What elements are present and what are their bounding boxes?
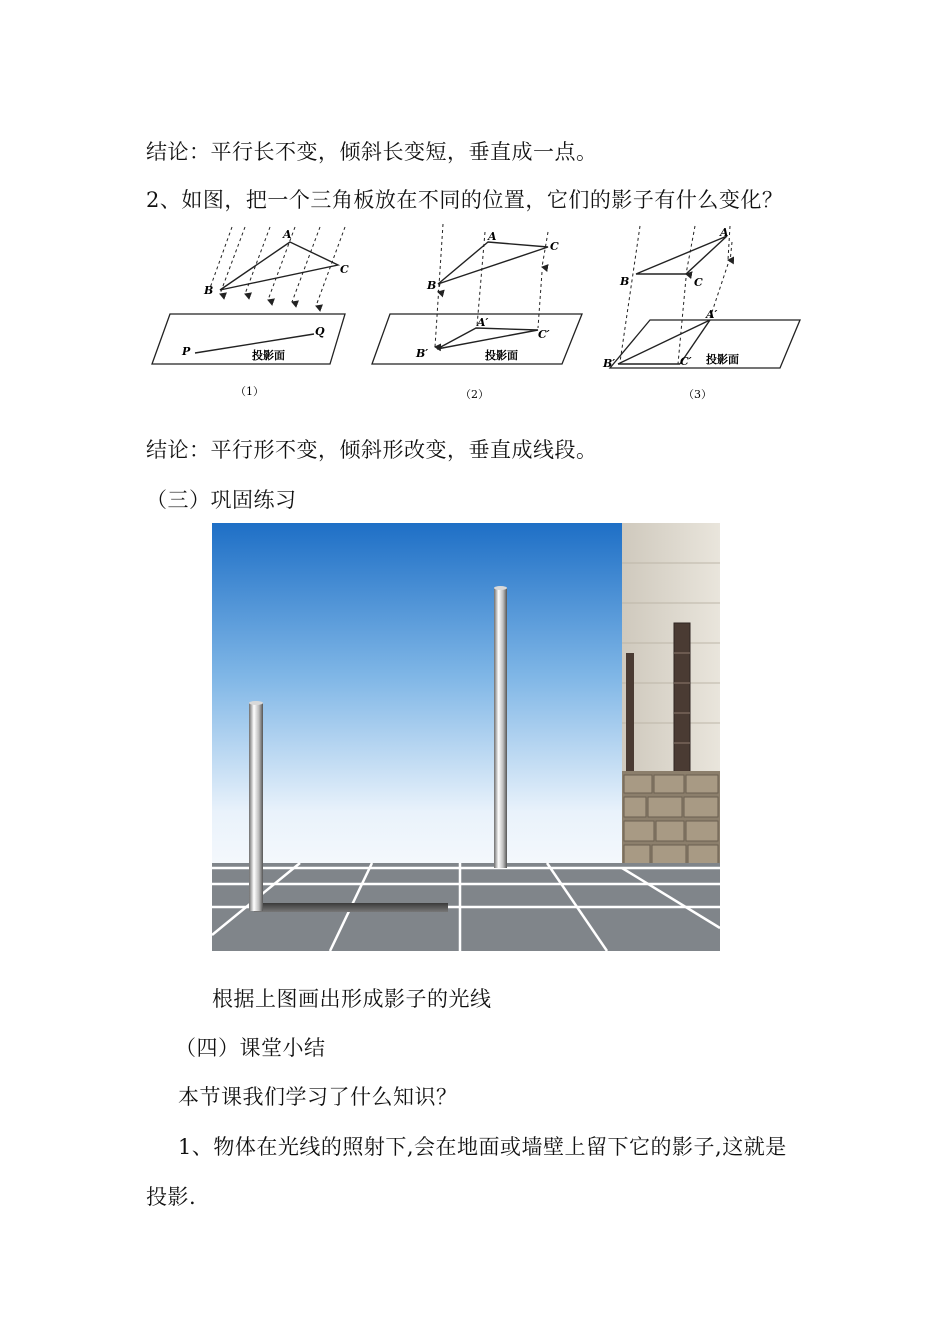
label-a3: A — [720, 226, 729, 239]
label-b2-prime: B′ — [416, 347, 429, 360]
label-c: C — [340, 263, 349, 276]
plane-label-1: 投影面 — [252, 349, 285, 362]
figure-3 — [602, 226, 800, 401]
question-2: 2、如图，把一个三角板放在不同的位置，它们的影子有什么变化？ — [146, 188, 784, 212]
projection-plane-1 — [152, 314, 345, 364]
caption-3: （3） — [683, 388, 712, 401]
summary-question: 本节课我们学习了什么知识？ — [178, 1085, 458, 1109]
triangle-3 — [636, 236, 727, 274]
sky — [212, 523, 624, 863]
pole-shadow — [254, 903, 448, 912]
label-q: Q — [315, 325, 325, 338]
section-3-heading: （三）巩固练习 — [146, 488, 297, 512]
label-b2: B — [427, 279, 437, 292]
label-a3-prime: A′ — [706, 308, 718, 321]
label-c3-prime: C′ — [680, 355, 692, 368]
shadow-triangle-2 — [437, 328, 538, 349]
figure-1 — [152, 227, 349, 398]
label-b3-prime: B′ — [603, 357, 616, 370]
tall-pole — [494, 588, 507, 868]
poles-shadow-photo — [212, 523, 720, 951]
label-p: P — [182, 345, 191, 358]
projection-figures — [140, 222, 820, 412]
section-4-heading: （四）课堂小结 — [175, 1036, 326, 1060]
figure-2 — [372, 224, 582, 401]
conclusion-2: 结论：平行形不变，倾斜形改变，垂直成线段。 — [146, 438, 598, 462]
point-1-line-2: 投影. — [146, 1185, 197, 1209]
label-b3: B — [620, 275, 630, 288]
label-c3: C — [694, 276, 703, 289]
window — [674, 623, 690, 773]
label-a2-prime: A′ — [477, 316, 489, 329]
label-c2-prime: C′ — [538, 328, 550, 341]
triangle-1 — [220, 242, 338, 290]
caption-2: （2） — [460, 388, 489, 401]
plane-label-2: 投影面 — [485, 349, 518, 362]
triangle-2 — [438, 242, 548, 284]
label-c2: C — [550, 240, 559, 253]
plane-label-3: 投影面 — [706, 353, 739, 366]
conclusion-1: 结论：平行长不变，倾斜长变短，垂直成一点。 — [146, 140, 598, 164]
point-1-line-1: 1、物体在光线的照射下,会在地面或墙壁上留下它的影子,这就是 — [178, 1135, 787, 1159]
photo-caption: 根据上图画出形成影子的光线 — [212, 987, 492, 1011]
caption-1: （1） — [235, 385, 264, 398]
label-b: B — [204, 284, 214, 297]
short-pole — [249, 703, 263, 911]
label-a: A — [283, 228, 292, 241]
label-a2: A — [488, 230, 497, 243]
